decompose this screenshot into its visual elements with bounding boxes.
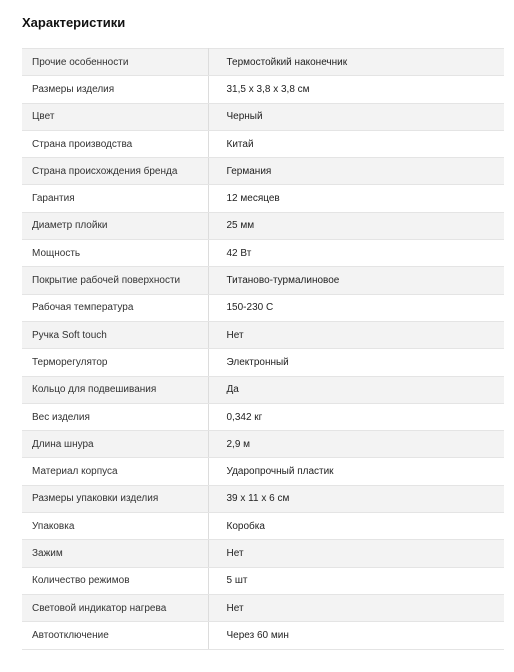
spec-row xyxy=(22,349,504,376)
section-title: Характеристики xyxy=(22,15,126,30)
spec-row xyxy=(22,321,504,348)
spec-label: Диаметр плойки xyxy=(22,212,208,239)
spec-row xyxy=(22,212,504,239)
spec-value: Через 60 мин xyxy=(208,622,504,649)
specs-table xyxy=(22,48,504,650)
spec-row xyxy=(22,76,504,103)
spec-label: Автоотключение xyxy=(22,622,208,649)
spec-value: 150-230 С xyxy=(208,294,504,321)
spec-value: Коробка xyxy=(208,513,504,540)
spec-value: Электронный xyxy=(208,349,504,376)
spec-label: Цвет xyxy=(22,103,208,130)
spec-row xyxy=(22,130,504,157)
spec-label: Материал корпуса xyxy=(22,458,208,485)
spec-value: 2,9 м xyxy=(208,431,504,458)
spec-row xyxy=(22,594,504,621)
spec-label: Страна производства xyxy=(22,130,208,157)
spec-row xyxy=(22,49,504,76)
spec-row xyxy=(22,458,504,485)
spec-value: 39 x 11 x 6 см xyxy=(208,485,504,512)
spec-row xyxy=(22,158,504,185)
spec-value: Термостойкий наконечник xyxy=(208,49,504,76)
spec-value: Да xyxy=(208,376,504,403)
spec-label: Рабочая температура xyxy=(22,294,208,321)
spec-value: Китай xyxy=(208,130,504,157)
spec-value: 31,5 x 3,8 x 3,8 см xyxy=(208,76,504,103)
spec-row xyxy=(22,431,504,458)
spec-label: Прочие особенности xyxy=(22,49,208,76)
spec-label: Количество режимов xyxy=(22,567,208,594)
spec-value: Черный xyxy=(208,103,504,130)
spec-label: Страна происхождения бренда xyxy=(22,158,208,185)
spec-value: 12 месяцев xyxy=(208,185,504,212)
spec-label: Размеры изделия xyxy=(22,76,208,103)
spec-label: Длина шнура xyxy=(22,431,208,458)
spec-value: Ударопрочный пластик xyxy=(208,458,504,485)
spec-row xyxy=(22,267,504,294)
spec-label: Упаковка xyxy=(22,513,208,540)
spec-row xyxy=(22,240,504,267)
spec-value: 0,342 кг xyxy=(208,403,504,430)
spec-row xyxy=(22,403,504,430)
spec-row xyxy=(22,540,504,567)
spec-row xyxy=(22,622,504,649)
spec-value: Нет xyxy=(208,594,504,621)
spec-label: Мощность xyxy=(22,240,208,267)
spec-row xyxy=(22,376,504,403)
spec-label: Световой индикатор нагрева xyxy=(22,594,208,621)
spec-row xyxy=(22,185,504,212)
spec-value: Нет xyxy=(208,540,504,567)
spec-row xyxy=(22,567,504,594)
spec-value: Титаново-турмалиновое xyxy=(208,267,504,294)
spec-label: Размеры упаковки изделия xyxy=(22,485,208,512)
spec-label: Гарантия xyxy=(22,185,208,212)
spec-label: Терморегулятор xyxy=(22,349,208,376)
spec-label: Кольцо для подвешивания xyxy=(22,376,208,403)
spec-row xyxy=(22,103,504,130)
spec-value: 42 Вт xyxy=(208,240,504,267)
spec-value: 5 шт xyxy=(208,567,504,594)
spec-label: Ручка Soft touch xyxy=(22,321,208,348)
spec-value: Германия xyxy=(208,158,504,185)
spec-value: 25 мм xyxy=(208,212,504,239)
spec-value: Нет xyxy=(208,321,504,348)
spec-row xyxy=(22,294,504,321)
spec-row xyxy=(22,485,504,512)
spec-label: Вес изделия xyxy=(22,403,208,430)
spec-label: Зажим xyxy=(22,540,208,567)
spec-row xyxy=(22,513,504,540)
spec-label: Покрытие рабочей поверхности xyxy=(22,267,208,294)
